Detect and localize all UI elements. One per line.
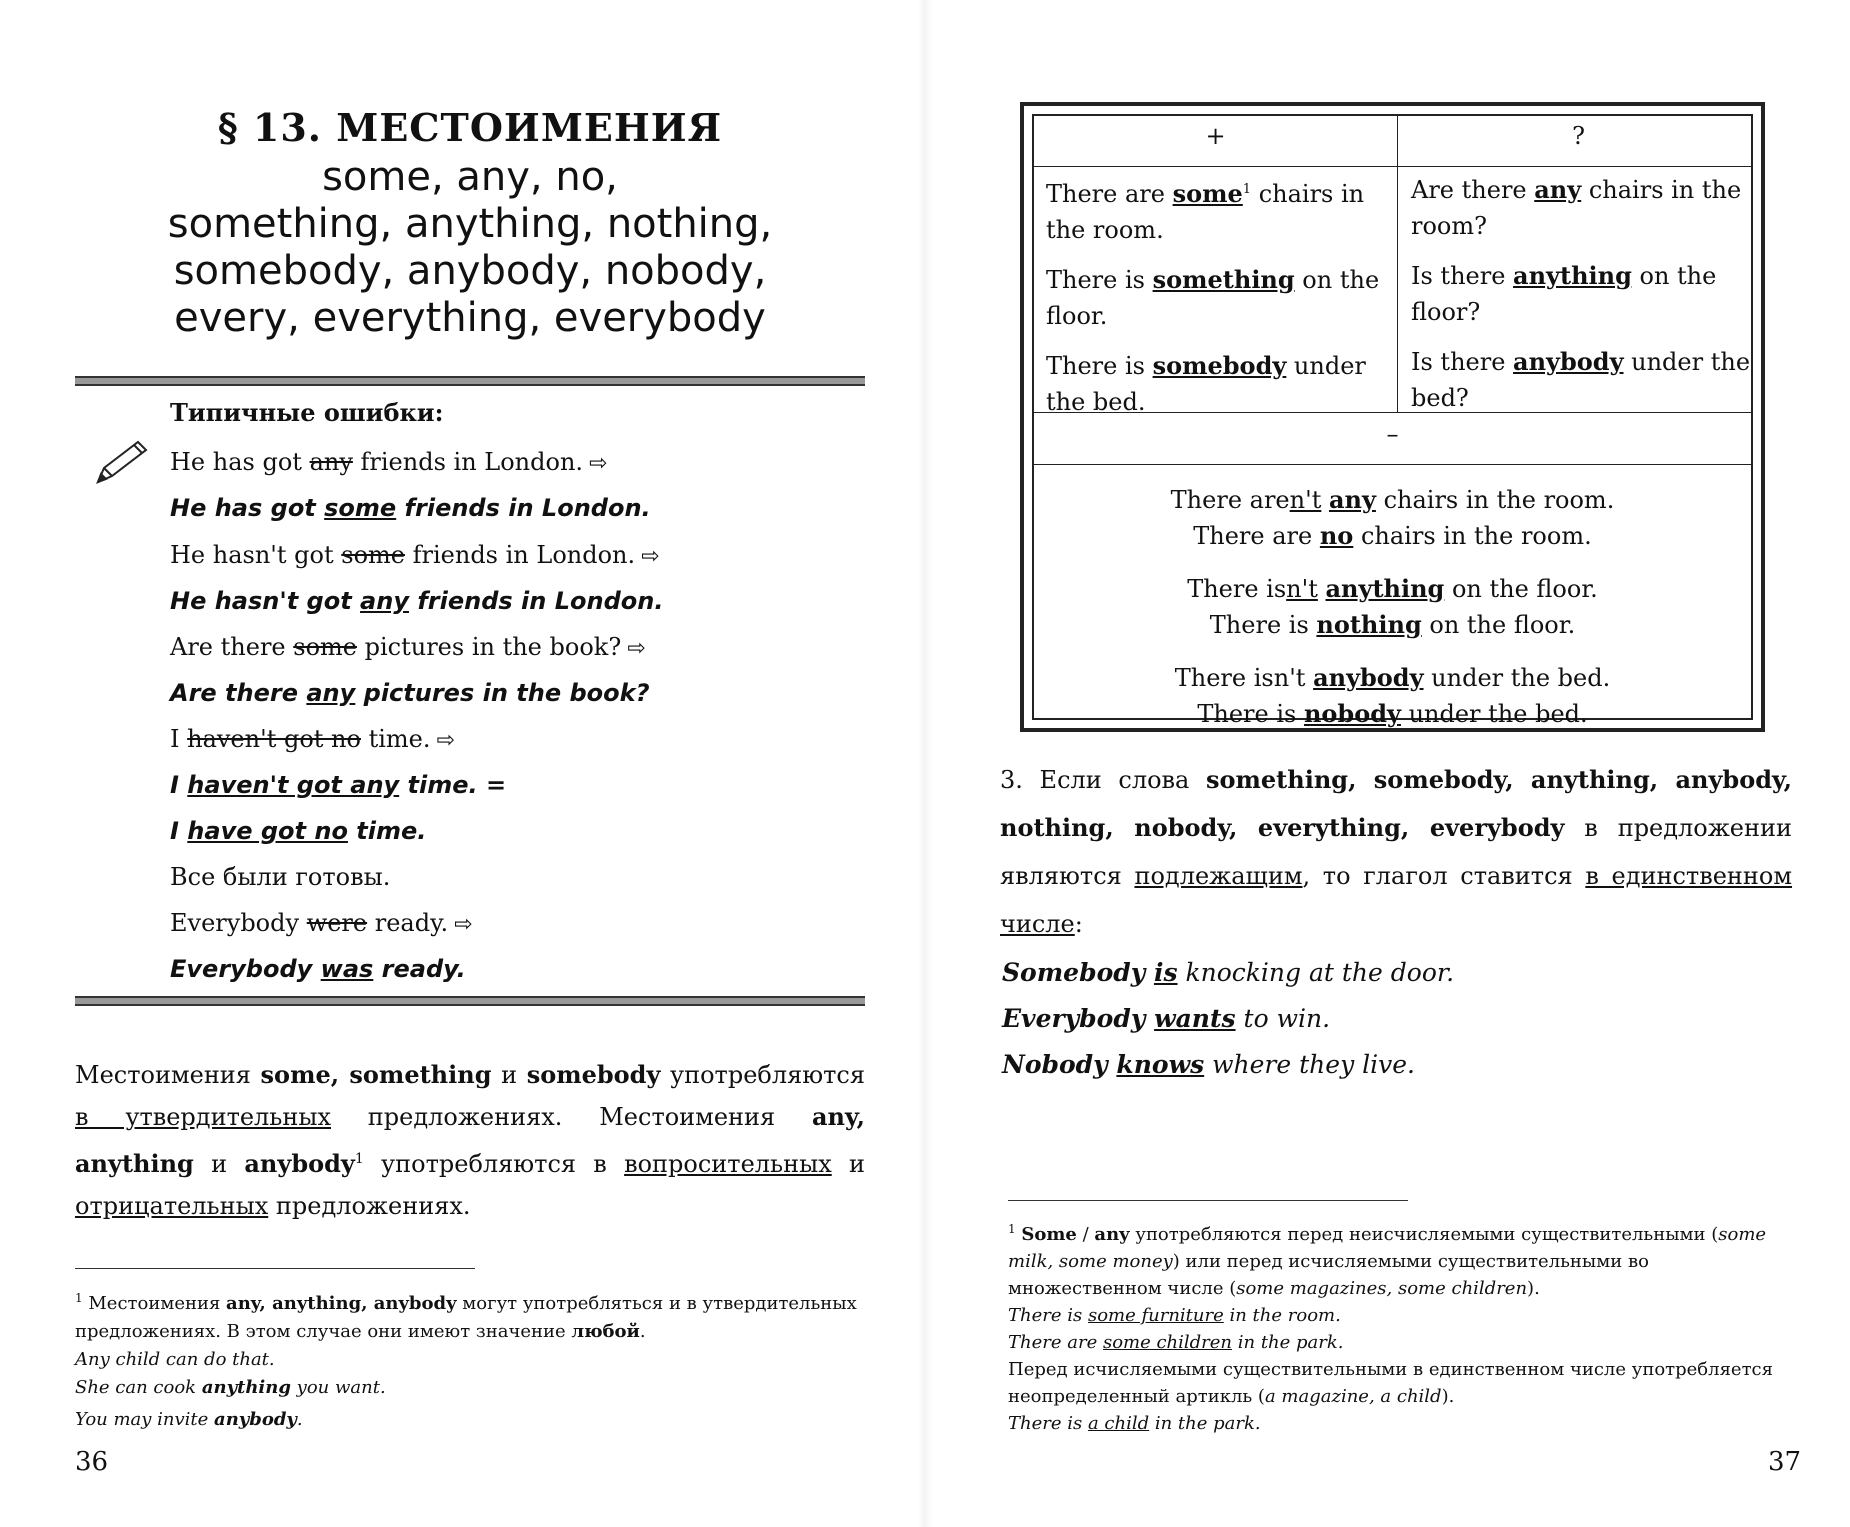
- rule-example: Somebody is knocking at the door.: [1002, 958, 1455, 987]
- page-number: 36: [75, 1447, 109, 1477]
- subtitle-line: somebody, anybody, nobody,: [173, 248, 767, 294]
- correct-example: I haven't got any time. =: [170, 771, 507, 799]
- rule-paragraph: 3. Если слова something, somebody, anything, anybody, nothing, nobody, everything, everybody в предложении являются подлежащим, то глагол ставится в единственном числе:: [1000, 765, 1793, 938]
- rule-example: Everybody wants to win.: [1002, 1004, 1331, 1033]
- footnote: $^1$ Some / any употребляются перед неисчисляемыми существительными (some milk, some money) или перед исчисляемыми существительными во множественном числе (some magazines, some children). There is some furniture in the room. There are some children in the park. Перед исчисляемыми существительными в единственном числе употребляется неопределенный артикль (a magazine, a child). There is a child in the park.: [1008, 1222, 1773, 1434]
- footnote: $^1$ Местоимения any, anything, anybody могут употребляться и в утвердительных предложениях. В этом случае они имеют значение любой. Any child can do that. She can cook anything you want. You may invite anybody.: [75, 1291, 857, 1430]
- footnote-rule: [75, 1268, 475, 1269]
- section-subtitle: [75, 154, 865, 342]
- subtitle-line: every, everything, everybody: [174, 295, 766, 341]
- table-cell-affirmative: There are some$^1$ chairs in the room. There is something on the floor. There is somebody under the bed.: [1046, 179, 1380, 416]
- table-inner-frame: [1032, 114, 1753, 728]
- book-gutter: [918, 0, 932, 1527]
- divider-bottom: [75, 996, 865, 1006]
- arrow-icon: ⇨: [436, 728, 455, 753]
- table-cell-question: Are there any chairs in the room? Is there anything on the floor? Is there anybody under the bed?: [1411, 175, 1751, 412]
- arrow-icon: ⇨: [627, 636, 646, 661]
- correct-example: He has got some friends in London.: [170, 494, 651, 522]
- arrow-icon: ⇨: [641, 544, 660, 569]
- page-number: 37: [1768, 1447, 1802, 1477]
- correct-example: He hasn't got any friends in London.: [170, 587, 664, 615]
- section-title: § 13. МЕСТОИМЕНИЯ: [217, 105, 723, 150]
- table-cell-negative: There aren't any chairs in the room. There are no chairs in the room. There isn't anything on the floor. There is nothing on the floor. There isn't anybody under the bed. There is nobody under the bed.: [1170, 485, 1615, 728]
- table-header-line: [1034, 166, 1751, 167]
- error-example: Everybody were ready. ⇨: [170, 909, 473, 937]
- subtitle-line: some, any, no,: [322, 154, 618, 200]
- translation-example: Все были готовы.: [170, 863, 391, 891]
- table-header-plus: +: [1205, 122, 1226, 150]
- table-header-negative: –: [1386, 420, 1399, 448]
- error-example: He has got any friends in London. ⇨: [170, 448, 608, 476]
- error-example: He hasn't got some friends in London. ⇨: [170, 541, 660, 569]
- footnote-rule: [1008, 1200, 1408, 1201]
- table-header-question: ?: [1572, 122, 1585, 150]
- arrow-icon: ⇨: [589, 451, 608, 476]
- table-column-divider: [1397, 116, 1398, 412]
- subtitle-line: something, anything, nothing,: [167, 201, 773, 247]
- error-example: I haven't got no time. ⇨: [170, 725, 455, 753]
- arrow-icon: ⇨: [454, 912, 473, 937]
- explanation-paragraph: Местоимения some, something и somebody употребляются в утвердительных предложениях. Местоимения any, anything и anybody$^1$ употребляются в вопросительных и отрицательных предложениях.: [75, 1060, 865, 1220]
- error-example: Are there some pictures in the book? ⇨: [170, 633, 646, 661]
- table-mid-line: [1034, 412, 1751, 413]
- divider-top: [75, 376, 865, 386]
- pencil-icon: [90, 438, 150, 488]
- correct-example: Everybody was ready.: [170, 955, 466, 983]
- pronoun-table: [1020, 102, 1765, 732]
- typical-errors-heading: Типичные ошибки:: [170, 398, 444, 427]
- rule-example: Nobody knows where they live.: [1002, 1050, 1415, 1079]
- correct-example: I have got no time.: [170, 817, 427, 845]
- table-negative-line: [1034, 464, 1751, 465]
- correct-example: Are there any pictures in the book?: [170, 679, 650, 707]
